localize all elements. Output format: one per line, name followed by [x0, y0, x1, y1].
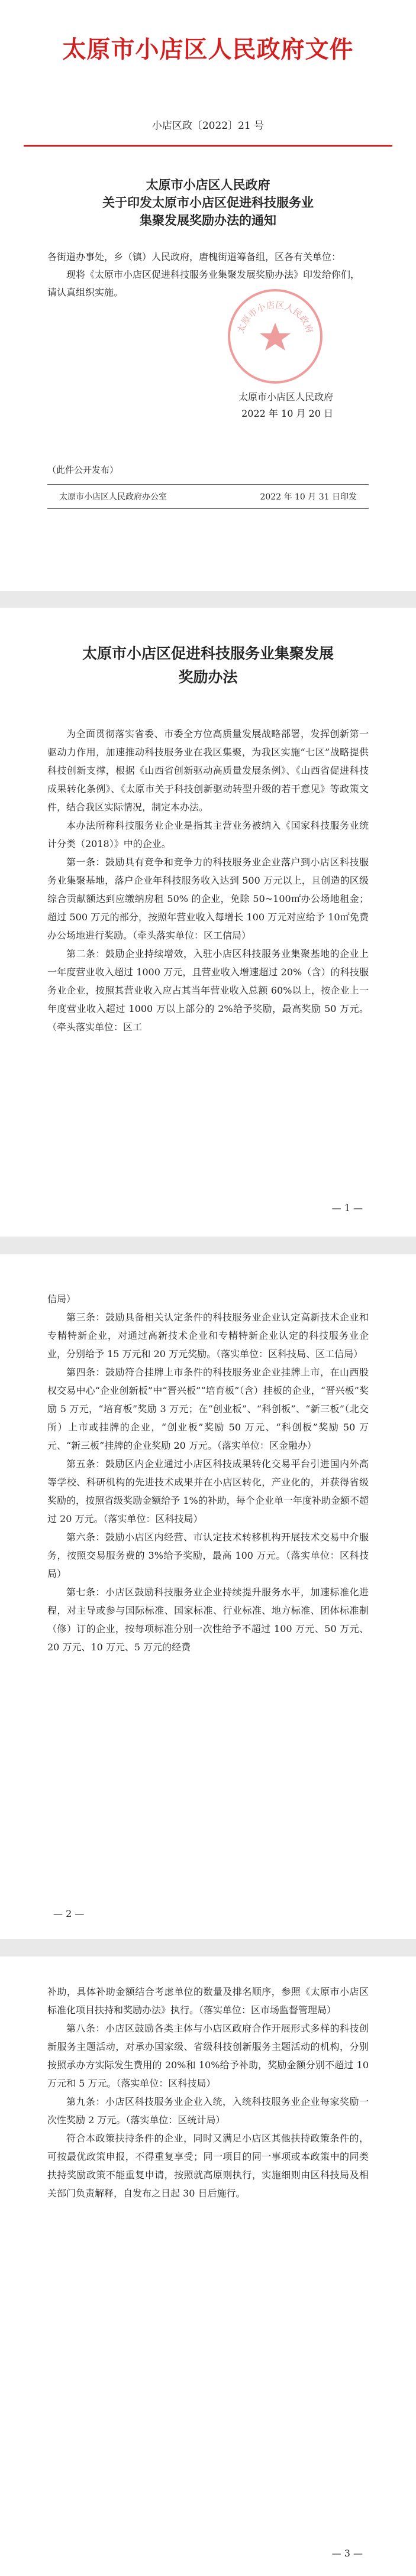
- print-date: 2022 年 10 月 31 日印发: [260, 492, 357, 502]
- notice-title-line: 关于印发太原市小店区促进科技服务业: [102, 195, 314, 210]
- page-number: — 1 —: [331, 1202, 363, 1214]
- paragraph: 第四条：鼓励符合挂牌上市条件的科技服务业企业挂牌上市，在山西股权交易中心“企业创新板”中“晋兴板”“培育板”（含）挂板的企业，“晋兴板”奖励 5 万元，“培育板”奖励 3 万元；在“创业板”、“科创板”、“新三板”（北交所）上市或挂牌的企业，“创业板”奖励 50 万元、“科创板”奖励 50 万元、“新三板”挂牌的企业奖励 20 万元。（落实单位：区金融办）: [47, 1367, 369, 1451]
- paragraph: 第二条：鼓励企业持续增效，入驻小店区科技服务业集聚基地的企业上一年度营业收入超过 1000 万元，且营业收入增速超过 20%（含）的科技服务业企业，按照其营业收入应占其当年营业收入总额 60%以上，按企业上一年度营业收入超过 1000 万以上部分的 2%给予奖励，最高奖励 50 万元。（牵头落实单位：区工: [47, 948, 369, 1033]
- paragraph: 第九条：小店区科技服务业企业入统，入统科技服务业企业每家奖励一次性奖励 2 万元。（落实单位：区统计局）: [47, 2096, 369, 2126]
- paragraph: 第五条：鼓励区内企业通过小店区科技成果转化交易平台引进国内外高等学校、科研机构的先进技术成果并在小店区转化，产业化的，并获得省级奖励的，按照省级奖励金额给予 1%的补助，每个企业单一年度补助金额不超过 20 万元。（落实单位：区科技局）: [47, 1458, 369, 1524]
- recipients: 各街道办事处，乡（镇）人民政府，唐槐街道筹备组，区各有关单位：: [47, 251, 341, 262]
- issuer-block: [0, 389, 333, 422]
- paragraph: 符合本政策扶持条件的企业，同时又满足小店区其他扶持政策条件的，可按最优政策申报，不得重复享受；同一项目的同一事项或本政策中的同类扶持奖励政策不能重复申请，按照就高原则执行，实施细则由区科技局及相关部门负责解释，自发布之日起 30 日后施行。: [47, 2133, 369, 2199]
- rules-title: [0, 642, 416, 689]
- document-page-3: [0, 1254, 416, 1939]
- official-seal: [225, 286, 325, 387]
- paragraph: 第一条：鼓励具有竞争和竞争力的科技服务业企业落户到小店区科技服务业集聚基地，落户企业年科技服务收入达到 500 万元以上，且创造的区级综合贡献额达到应缴纳房租 50% 的企业，免除 50~100㎡办公场地租金；超过 500 万元的部分，按照年营业收入每增长 100 万元对应给予 10㎡免费办公场地进行奖励。（牵头落实单位：区工信局）: [47, 856, 369, 941]
- print-info-row: [59, 491, 357, 502]
- paragraph: 第六条：鼓励小店区内经营、市认定技术转移机构开展技术交易中介服务，按照交易服务费的 3%给予奖励，最高 100 万元。（落实单位：区科技局）: [47, 1532, 369, 1579]
- footer-rule-top: [47, 484, 369, 485]
- rules-title-line: 奖励办法: [178, 669, 238, 686]
- page-number: — 3 —: [331, 2548, 363, 2559]
- document-masthead: 太原市小店区人民政府文件: [62, 36, 354, 63]
- document-number: 小店区政〔2022〕21 号: [151, 120, 265, 132]
- document-page-2: [0, 608, 416, 1237]
- notice-title: [0, 176, 416, 229]
- issue-date: 2022 年 10 月 20 日: [241, 408, 333, 419]
- notice-title-line: 集聚发展奖励办法的通知: [140, 213, 276, 228]
- notice-body: 现将《太原市小店区促进科技服务业集聚发展奖励办法》印发给你们，请认真组织实施。: [47, 269, 360, 298]
- paragraph: 信局）: [47, 1293, 76, 1305]
- red-divider: [24, 145, 392, 147]
- rules-title-line: 太原市小店区促进科技服务业集聚发展: [82, 645, 334, 662]
- paragraph: 第七条：小店区鼓励科技服务业企业持续提升服务水平，加速标准化进程，对主导或参与国际标准、国家标准、行业标准、地方标准、团体标准制（修）订的企业，按每项标准分别一次性给予不超过 100 万元、50 万元、20 万元、10 万元、5 万元的经费: [47, 1587, 369, 1653]
- notice-title-line: 太原市小店区人民政府: [146, 177, 270, 192]
- page-number: — 2 —: [53, 1908, 85, 1919]
- issuer-name: 太原市小店区人民政府: [238, 391, 333, 403]
- public-note: （此件公开发布）: [47, 465, 119, 475]
- document-page-1: [0, 0, 416, 591]
- seal-text: 太原市小店区人民政府: [235, 299, 315, 335]
- paragraph: 第八条：小店区鼓励各类主体与小店区政府合作开展形式多样的科技创新服务主题活动，对承办国家级、省级科技创新服务主题活动的机构，分别按照承办方实际发生费用的 20%和 10%给予补助，奖励金额分别不超过 10 万元和 5 万元。（落实单位：区科技局）: [47, 2023, 369, 2089]
- footer-rule-bottom: [47, 508, 369, 509]
- print-office: 太原市小店区人民政府办公室: [59, 492, 167, 502]
- paragraph: 为全面贯彻落实省委、市委全方位高质量发展战略部署，发挥创新第一驱动力作用，加速推动科技服务业在我区集聚，为我区实施“七区”战略提供科技创新支撑，根据《山西省创新驱动高质量发展条例》、《山西省促进科技成果转化条例》、《太原市关于科技创新驱动转型升级的若干意见》等政策文件，结合我区实际情况，制定本办法。: [47, 728, 369, 813]
- paragraph: 第三条：鼓励具备相关认定条件的科技服务业企业认定高新技术企业和专精特新企业，对通过高新技术企业和专精特新企业认定的科技服务业企业，分别给予 15 万元和 20 万元奖励。（落实单位：区科技局、区工信局）: [47, 1312, 369, 1360]
- paragraph: 补助，具体补助金额结合考虑单位的数量及排名顺序，参照《太原市小店区标准化项目扶持和奖励办法》执行。（落实单位：区市场监督管理局）: [47, 1986, 369, 2016]
- document-page-4: [0, 1957, 416, 2576]
- paragraph: 本办法所称科技服务业企业是指其主营业务被纳入《国家科技服务业统计分类（2018）》中的企业。: [47, 820, 369, 849]
